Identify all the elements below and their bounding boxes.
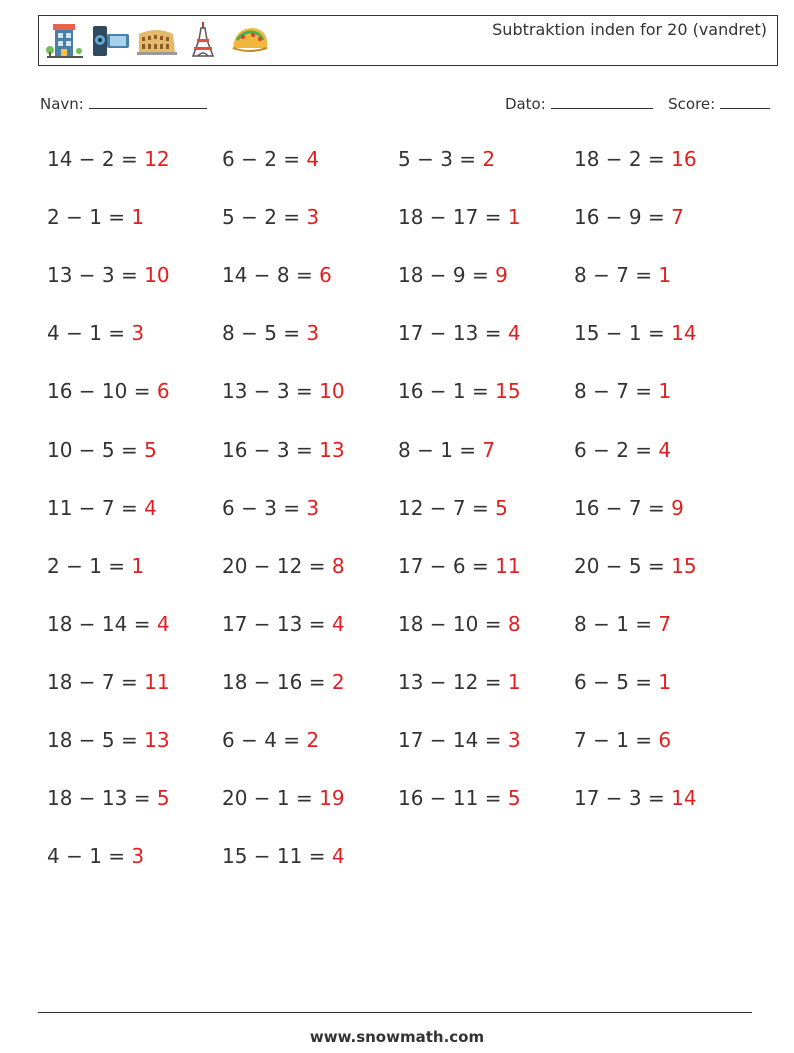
- problem-item: [398, 147, 495, 171]
- problem-answer: 15: [671, 553, 697, 578]
- problem-answer: 4: [658, 437, 672, 462]
- problem-answer: 9: [671, 495, 684, 520]
- problem-item: [222, 147, 319, 171]
- problem-answer: 1: [507, 669, 521, 694]
- problem-answer: 9: [495, 263, 508, 288]
- problem-question: 17 − 13 =: [222, 611, 332, 636]
- problem-item: [47, 844, 144, 868]
- problem-question: 8 − 7 =: [574, 379, 659, 404]
- problem-question: 7 − 1 =: [574, 728, 659, 752]
- problem-item: [222, 670, 345, 694]
- problem-answer: 13: [144, 728, 170, 752]
- problem-answer: 3: [131, 844, 145, 869]
- problem-question: 18 − 17 =: [398, 205, 508, 230]
- problem-question: 4 − 1 =: [47, 844, 132, 869]
- problem-question: 17 − 6 =: [398, 553, 496, 578]
- footer-divider: [38, 1012, 752, 1013]
- colosseum-icon: [137, 20, 177, 64]
- problem-item: [47, 554, 144, 578]
- problem-question: 6 − 4 =: [222, 728, 307, 752]
- problem-question: 18 − 16 =: [222, 669, 332, 694]
- problem-answer: 2: [331, 669, 345, 694]
- problem-question: 12 − 7 =: [398, 495, 496, 520]
- problem-question: 16 − 10 =: [47, 379, 157, 404]
- problem-answer: 14: [671, 321, 697, 346]
- problem-answer: 15: [495, 379, 521, 404]
- problem-item: [47, 786, 170, 810]
- problem-answer: 3: [306, 321, 320, 346]
- problem-question: 5 − 3 =: [398, 147, 483, 171]
- problem-question: 8 − 1 =: [574, 611, 659, 636]
- problem-item: [47, 612, 170, 636]
- problem-question: 6 − 3 =: [222, 495, 307, 520]
- problem-question: 18 − 2 =: [574, 147, 672, 171]
- problem-answer: 4: [331, 611, 345, 636]
- problem-item: [222, 438, 345, 462]
- problem-item: [398, 786, 521, 810]
- problem-question: 16 − 3 =: [222, 437, 320, 462]
- problem-answer: 7: [658, 611, 672, 636]
- problem-question: 13 − 3 =: [47, 263, 145, 288]
- problem-answer: 2: [482, 147, 496, 171]
- problem-answer: 1: [131, 553, 145, 578]
- problem-question: 6 − 2 =: [222, 147, 307, 171]
- problem-question: 17 − 3 =: [574, 786, 672, 811]
- problem-question: 18 − 14 =: [47, 611, 157, 636]
- problem-item: [47, 263, 170, 287]
- problem-answer: 7: [671, 205, 684, 230]
- problem-question: 14 − 2 =: [47, 147, 145, 171]
- problem-question: 20 − 12 =: [222, 553, 332, 578]
- problem-item: [222, 496, 319, 520]
- problem-answer: 1: [658, 263, 672, 288]
- problem-item: [574, 147, 697, 171]
- problem-answer: 4: [507, 321, 521, 346]
- problem-item: [574, 438, 671, 462]
- problem-answer: 2: [306, 728, 320, 752]
- problem-item: [574, 379, 671, 403]
- problem-answer: 3: [507, 728, 521, 752]
- score-label: Score:: [668, 95, 716, 113]
- problem-item: [222, 612, 345, 636]
- problem-question: 13 − 12 =: [398, 669, 508, 694]
- problem-answer: 13: [319, 437, 345, 462]
- problem-item: [398, 670, 521, 694]
- problem-answer: 3: [306, 495, 320, 520]
- worksheet-title: Subtraktion inden for 20 (vandret): [492, 20, 767, 39]
- problem-question: 8 − 1 =: [398, 437, 483, 462]
- problem-answer: 6: [156, 379, 170, 404]
- problem-question: 16 − 9 =: [574, 205, 672, 230]
- problem-item: [398, 728, 521, 752]
- problem-item: [398, 321, 521, 345]
- problem-item: [222, 263, 332, 287]
- problem-answer: 14: [671, 786, 697, 811]
- problem-answer: 4: [331, 844, 345, 869]
- name-blank[interactable]: [89, 94, 207, 109]
- problem-item: [398, 612, 521, 636]
- problem-question: 11 − 7 =: [47, 495, 145, 520]
- problem-answer: 5: [495, 495, 508, 520]
- problem-item: [398, 263, 508, 287]
- problem-question: 18 − 7 =: [47, 669, 145, 694]
- problem-question: 16 − 7 =: [574, 495, 672, 520]
- problem-answer: 5: [507, 786, 521, 811]
- taco-icon: [229, 20, 271, 64]
- problem-question: 4 − 1 =: [47, 321, 132, 346]
- problem-question: 18 − 9 =: [398, 263, 496, 288]
- problem-item: [574, 728, 671, 752]
- name-field: [40, 94, 207, 113]
- date-blank[interactable]: [551, 94, 653, 109]
- problem-answer: 1: [658, 669, 672, 694]
- problem-answer: 4: [306, 147, 320, 171]
- problem-answer: 11: [144, 669, 170, 694]
- problem-question: 15 − 1 =: [574, 321, 672, 346]
- date-score-field: [505, 94, 770, 113]
- problem-item: [47, 438, 157, 462]
- problem-question: 16 − 1 =: [398, 379, 496, 404]
- camcorder-icon: [91, 20, 131, 64]
- problem-item: [398, 379, 521, 403]
- problem-answer: 6: [658, 728, 672, 752]
- problem-answer: 8: [331, 553, 345, 578]
- problem-question: 18 − 5 =: [47, 728, 145, 752]
- problem-answer: 3: [306, 205, 320, 230]
- problem-item: [574, 554, 697, 578]
- score-blank[interactable]: [720, 94, 770, 109]
- problem-question: 20 − 1 =: [222, 786, 320, 811]
- problem-question: 8 − 7 =: [574, 263, 659, 288]
- problem-item: [398, 438, 495, 462]
- problem-item: [222, 844, 345, 868]
- problem-answer: 4: [144, 495, 157, 520]
- problem-item: [222, 728, 319, 752]
- problem-item: [47, 379, 170, 403]
- problem-answer: 1: [131, 205, 145, 230]
- problem-question: 6 − 2 =: [574, 437, 659, 462]
- problem-item: [47, 728, 170, 752]
- problem-item: [398, 496, 508, 520]
- problem-question: 20 − 5 =: [574, 553, 672, 578]
- problem-item: [574, 321, 697, 345]
- problem-question: 17 − 13 =: [398, 321, 508, 346]
- problem-question: 5 − 2 =: [222, 205, 307, 230]
- problem-answer: 10: [319, 379, 345, 404]
- problem-question: 8 − 5 =: [222, 321, 307, 346]
- problem-item: [222, 205, 319, 229]
- problem-item: [47, 496, 157, 520]
- problem-question: 15 − 11 =: [222, 844, 332, 869]
- problem-question: 2 − 1 =: [47, 205, 132, 230]
- problem-item: [574, 205, 684, 229]
- building-icon: [45, 20, 85, 64]
- problem-answer: 16: [671, 147, 697, 171]
- problem-answer: 5: [144, 437, 157, 462]
- problem-item: [574, 612, 671, 636]
- problem-item: [222, 321, 319, 345]
- problem-item: [222, 554, 345, 578]
- problem-answer: 12: [144, 147, 170, 171]
- problem-question: 16 − 11 =: [398, 786, 508, 811]
- problem-item: [47, 321, 144, 345]
- problem-item: [222, 379, 345, 403]
- problem-item: [47, 670, 170, 694]
- problem-question: 18 − 13 =: [47, 786, 157, 811]
- problem-answer: 4: [156, 611, 170, 636]
- problem-answer: 1: [507, 205, 521, 230]
- problem-answer: 10: [144, 263, 170, 288]
- eiffel-tower-icon: [183, 20, 223, 64]
- date-label: Dato:: [504, 95, 546, 113]
- problem-answer: 8: [507, 611, 521, 636]
- problem-question: 17 − 14 =: [398, 728, 508, 752]
- problem-item: [47, 147, 170, 171]
- footer-url: www.snowmath.com: [309, 1028, 485, 1046]
- problem-question: 10 − 5 =: [47, 437, 145, 462]
- problem-answer: 19: [319, 786, 345, 811]
- problem-item: [574, 670, 671, 694]
- problem-answer: 1: [658, 379, 672, 404]
- problem-answer: 7: [482, 437, 496, 462]
- header-box: [38, 15, 778, 66]
- name-label: Navn:: [40, 95, 84, 113]
- problem-item: [47, 205, 144, 229]
- problem-answer: 3: [131, 321, 145, 346]
- problem-question: 6 − 5 =: [574, 669, 659, 694]
- problem-item: [574, 496, 684, 520]
- problem-item: [398, 205, 521, 229]
- problem-answer: 5: [156, 786, 170, 811]
- problem-item: [222, 786, 345, 810]
- header-icons: [45, 22, 277, 62]
- problem-item: [574, 786, 697, 810]
- problem-question: 18 − 10 =: [398, 611, 508, 636]
- problem-answer: 11: [495, 553, 521, 578]
- problem-question: 14 − 8 =: [222, 263, 320, 288]
- problem-question: 13 − 3 =: [222, 379, 320, 404]
- problem-question: 2 − 1 =: [47, 553, 132, 578]
- problem-item: [398, 554, 521, 578]
- problem-item: [574, 263, 671, 287]
- problem-answer: 6: [319, 263, 332, 288]
